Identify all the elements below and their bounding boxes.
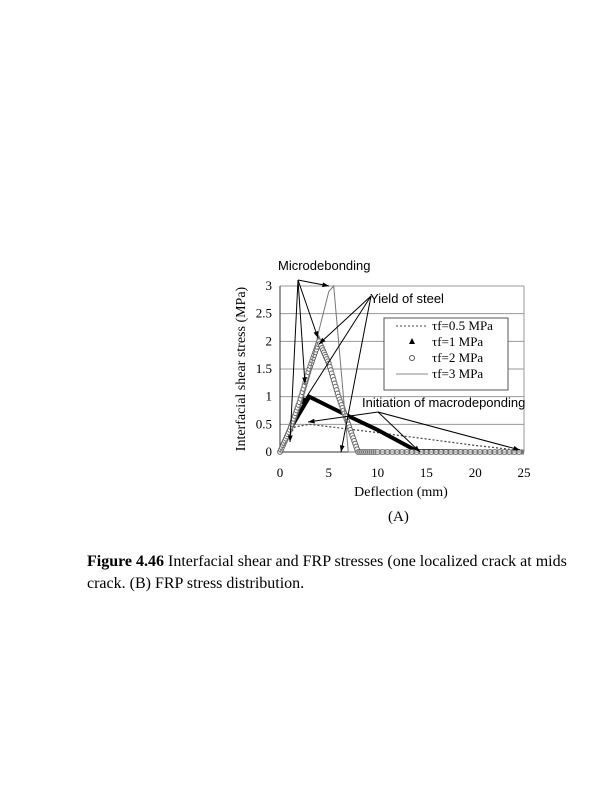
caption-line-1: Interfacial shear and FRP stresses (one localized crack at mids — [168, 553, 567, 570]
y-tick-label: 1 — [265, 388, 272, 404]
annotation-arrowhead — [314, 331, 319, 338]
legend-label: τf=1 MPa — [432, 334, 484, 349]
y-tick-label: 1.5 — [255, 361, 272, 376]
legend-swatch-circle — [410, 356, 415, 361]
x-tick-label: 25 — [517, 465, 531, 480]
x-tick-label: 5 — [325, 465, 333, 480]
annotation-arrowhead — [340, 445, 345, 452]
caption-figure-number: Figure 4.46 — [87, 553, 165, 570]
annotation-microdebonding: Microdebonding — [278, 258, 371, 273]
legend-label: τf=2 MPa — [432, 350, 484, 365]
y-tick-label: 2 — [265, 333, 272, 349]
annotation-initiation-macrodeponding: Initiation of macrodeponding — [362, 395, 526, 410]
annotation-arrowhead — [513, 446, 520, 451]
annotation-arrow — [378, 412, 520, 450]
figure-caption — [87, 551, 599, 595]
legend-label: τf=0.5 MPa — [432, 318, 493, 333]
annotation-arrowhead — [308, 419, 315, 424]
annotation-yield-of-steel: Yield of steel — [370, 291, 444, 306]
series-dotted — [280, 424, 524, 452]
y-axis-label: Interfacial shear stress (MPa) — [234, 286, 249, 452]
y-tick-label: 2.5 — [255, 305, 272, 321]
panel-label: (A) — [388, 509, 409, 525]
y-tick-label: 0.5 — [255, 416, 272, 432]
y-tick-label: 0 — [265, 444, 272, 459]
x-tick-label: 10 — [371, 465, 385, 480]
x-axis-label: Deflection (mm) — [354, 485, 448, 500]
annotation-arrow — [298, 280, 305, 384]
caption-line-2: crack. (B) FRP stress distribution. — [87, 575, 305, 592]
x-tick-label: 15 — [419, 465, 433, 480]
legend-label: τf=3 MPa — [432, 366, 484, 381]
x-tick-label: 20 — [468, 465, 482, 480]
x-tick-label: 0 — [276, 465, 284, 480]
y-tick-label: 3 — [265, 278, 272, 293]
legend — [384, 318, 508, 390]
